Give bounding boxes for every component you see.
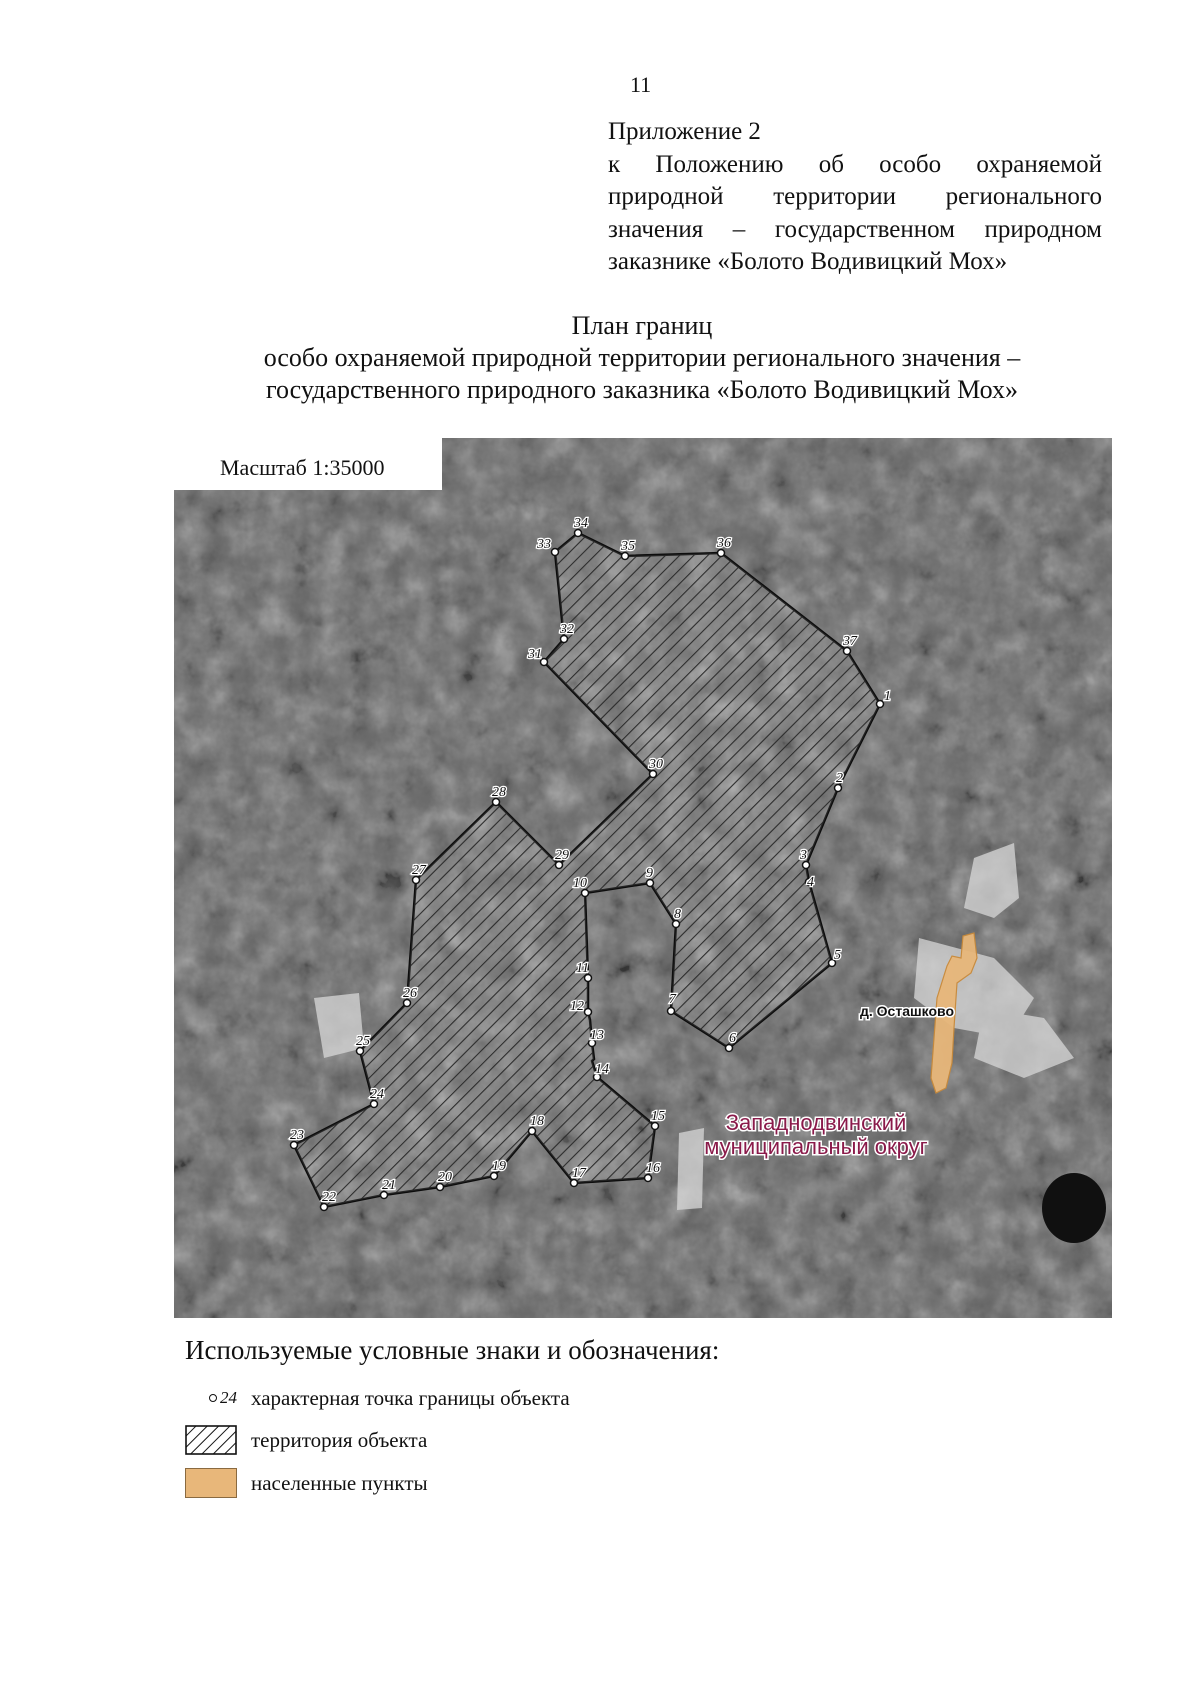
- boundary-point-label: 37: [843, 634, 857, 649]
- boundary-point-label: 9: [646, 866, 653, 881]
- boundary-point-label: 21: [382, 1178, 396, 1193]
- appendix-line: Приложение 2: [608, 118, 761, 145]
- boundary-point-label: 23: [290, 1128, 304, 1143]
- boundary-point-marker: [552, 549, 559, 556]
- appendix-line: заказнике «Болото Водивицкий Мох»: [608, 248, 1008, 275]
- legend-label: населенные пункты: [251, 1470, 428, 1495]
- lake: [1042, 1173, 1106, 1243]
- boundary-point-label: 5: [834, 948, 841, 963]
- scale-label: Масштаб 1:35000: [220, 455, 385, 480]
- boundary-point-label: 7: [669, 992, 676, 1007]
- boundary-point-marker: [668, 1008, 675, 1015]
- boundary-point-label: 18: [530, 1114, 544, 1129]
- point-dot-icon: [209, 1394, 217, 1402]
- boundary-point-label: 27: [412, 863, 426, 878]
- boundary-point-label: 6: [729, 1031, 736, 1046]
- boundary-point-label: 35: [621, 539, 635, 554]
- boundary-point-label: 17: [572, 1166, 586, 1181]
- boundary-point-label: 28: [492, 785, 506, 800]
- boundary-point-label: 31: [528, 647, 542, 662]
- boundary-point-label: 1: [884, 689, 891, 704]
- page-number: 11: [630, 72, 652, 97]
- hatch-symbol: [185, 1425, 237, 1455]
- boundary-point-label: 22: [322, 1190, 336, 1205]
- legend-label: территория объекта: [251, 1427, 428, 1452]
- settlement-label: д. Осташково: [860, 1003, 955, 1019]
- boundary-point-label: 36: [717, 536, 731, 551]
- boundary-point-label: 30: [649, 757, 663, 772]
- appendix-header: [608, 116, 1102, 279]
- boundary-point-label: 2: [836, 771, 843, 786]
- boundary-point-label: 10: [573, 876, 587, 891]
- boundary-point-label: 34: [574, 516, 588, 531]
- point-symbol-number: 24: [220, 1388, 237, 1407]
- boundary-point-label: 16: [646, 1161, 660, 1176]
- boundary-point-label: 13: [590, 1028, 604, 1043]
- boundary-point-label: 32: [560, 622, 574, 637]
- boundary-point-marker: [877, 701, 884, 708]
- appendix-line: значения – государственном природном: [608, 215, 1102, 243]
- legend-item-settlement: [185, 1468, 428, 1498]
- appendix-line: к Положению об особо охраняемой: [608, 150, 1102, 178]
- boundary-point-symbol: [185, 1383, 237, 1413]
- title-line-2: особо охраняемой природной территории регионального значения –: [263, 343, 1021, 372]
- boundary-point-label: 20: [438, 1170, 452, 1185]
- legend-item-territory: [185, 1425, 427, 1455]
- legend-item-point: [185, 1383, 570, 1413]
- boundary-point-label: 3: [800, 848, 807, 863]
- boundary-point-label: 8: [674, 907, 681, 922]
- settlement-symbol: [185, 1468, 237, 1498]
- boundary-point-label: 4: [807, 875, 814, 890]
- boundary-point-label: 29: [555, 848, 569, 863]
- district-label-line2: муниципальный округ: [704, 1134, 928, 1159]
- appendix-line: природной территории регионального: [608, 183, 1102, 210]
- boundary-point-label: 15: [651, 1109, 665, 1124]
- legend-label: характерная точка границы объекта: [251, 1385, 570, 1410]
- boundary-point-marker: [585, 1009, 592, 1016]
- district-label-line1: Западнодвинский: [725, 1110, 907, 1135]
- title-line-3: государственного природного заказника «Болото Водивицкий Мох»: [266, 375, 1018, 404]
- boundary-point-label: 26: [403, 986, 417, 1001]
- legend-title: Используемые условные знаки и обозначения:: [185, 1335, 720, 1365]
- boundary-point-label: 11: [576, 961, 589, 976]
- boundary-point-label: 14: [595, 1062, 609, 1077]
- boundary-point-label: 25: [356, 1034, 370, 1049]
- document-title: [0, 310, 1200, 406]
- boundary-point-label: 19: [492, 1159, 506, 1174]
- title-line-1: План границ: [571, 311, 713, 340]
- boundary-map: [174, 438, 1112, 1318]
- boundary-point-label: 33: [537, 537, 551, 552]
- boundary-point-label: 24: [370, 1087, 384, 1102]
- boundary-point-label: 12: [570, 999, 584, 1014]
